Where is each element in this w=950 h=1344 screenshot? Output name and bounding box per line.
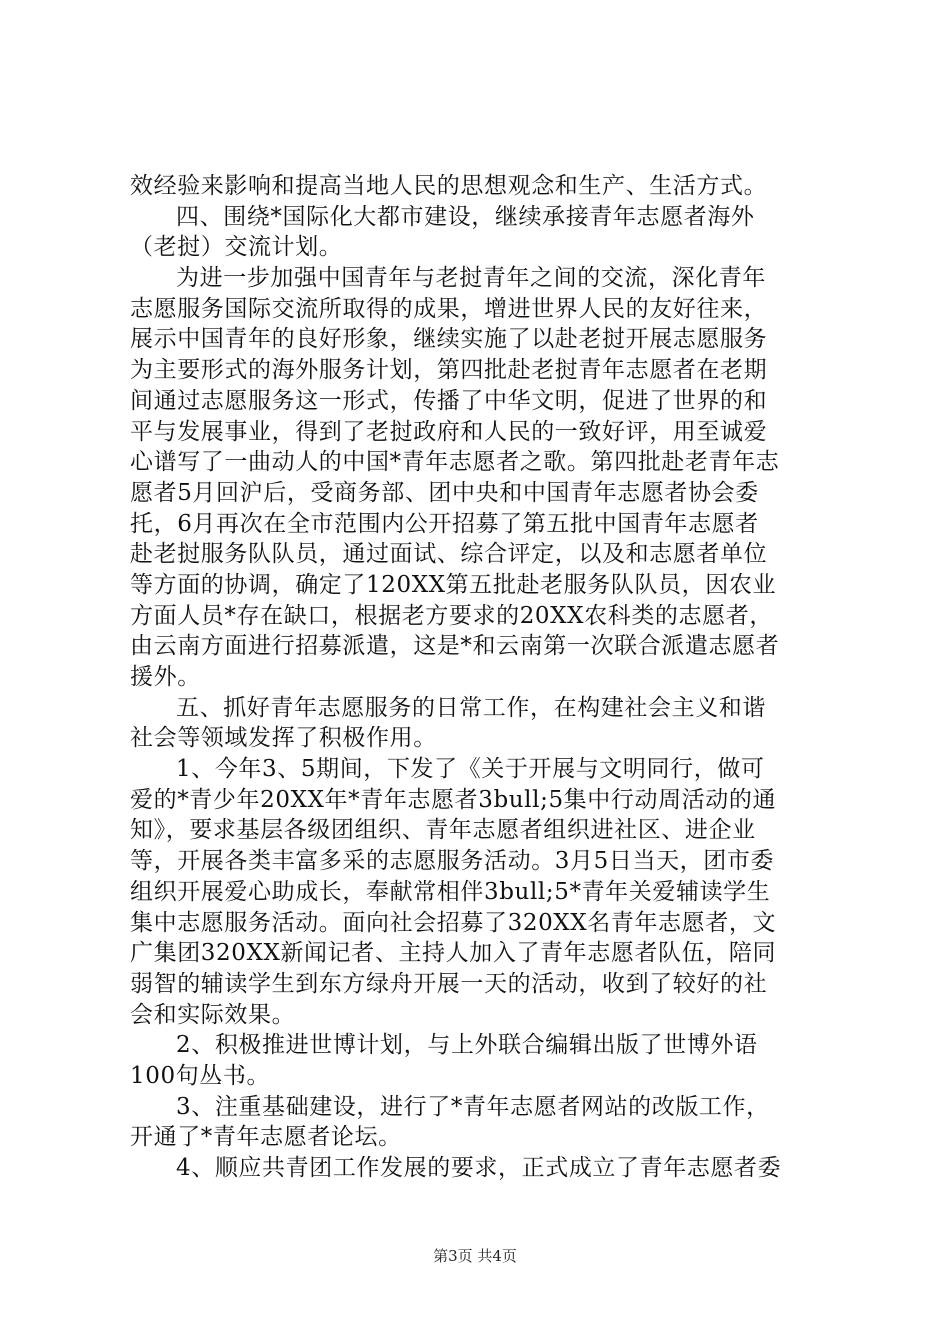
text-line: 为进一步加强中国青年与老挝青年之间的交流，深化青年 xyxy=(176,265,766,292)
text-line: 赴老挝服务队队员，通过面试、综合评定，以及和志愿者单位 xyxy=(130,541,768,568)
text-line: 四、围绕*国际化大都市建设，继续承接青年志愿者海外 xyxy=(176,203,755,230)
document-body xyxy=(130,171,836,1184)
text-line: 100句丛书。 xyxy=(130,1062,271,1089)
text-line: 社会等领域发挥了积极作用。 xyxy=(130,725,437,752)
text-line: 志愿服务国际交流所取得的成果，增进世界人民的友好往来， xyxy=(130,295,768,322)
text-line: 间通过志愿服务这一形式，传播了中华文明，促进了世界的和 xyxy=(130,387,768,414)
text-line: 托，6月再次在全市范围内公开招募了第五批中国青年志愿者 xyxy=(130,510,759,537)
text-line: 愿者5月回沪后，受商务部、团中央和中国青年志愿者协会委 xyxy=(130,479,759,506)
text-line: 4、顺应共青团工作发展的要求，正式成立了青年志愿者委 xyxy=(176,1155,782,1181)
text-line: 会和实际效果。 xyxy=(130,1001,296,1028)
text-line: 弱智的辅读学生到东方绿舟开展一天的活动，收到了较好的社 xyxy=(130,970,768,997)
text-line: 等方面的协调，确定了120XX第五批赴老服务队队员，因农业 xyxy=(130,571,777,598)
text-line: 为主要形式的海外服务计划，第四批赴老挝青年志愿者在老期 xyxy=(130,357,768,384)
text-line: 开通了*青年志愿者论坛。 xyxy=(130,1124,402,1151)
text-line: 等，开展各类丰富多采的志愿服务活动。3月5日当天，团市委 xyxy=(130,848,775,875)
text-line: 援外。 xyxy=(130,664,201,690)
text-line: 1、今年3、5期间，下发了《关于开展与文明同行，做可 xyxy=(176,756,765,783)
text-line: （老挝）交流计划。 xyxy=(130,234,343,261)
text-line: 由云南方面进行招募派遣，这是*和云南第一次联合派遣志愿者 xyxy=(130,633,780,660)
text-line: 知》，要求基层各级团组织、青年志愿者组织进社区、进企业 xyxy=(130,817,756,844)
text-line: 效经验来影响和提高当地人民的思想观念和生产、生活方式。 xyxy=(130,173,768,199)
text-line: 方面人员*存在缺口，根据老方要求的20XX农科类的志愿者， xyxy=(130,602,773,629)
text-line: 平与发展事业，得到了老挝政府和人民的一致好评，用至诚爱 xyxy=(130,418,768,445)
text-line: 2、积极推进世博计划，与上外联合编辑出版了世博外语 xyxy=(176,1032,758,1059)
text-line: 广集团320XX新闻记者、主持人加入了青年志愿者队伍，陪同 xyxy=(130,940,777,967)
text-line: 五、抓好青年志愿服务的日常工作，在构建社会主义和谐 xyxy=(176,694,766,721)
text-line: 心谱写了一曲动人的中国*青年志愿者之歌。第四批赴老青年志 xyxy=(130,449,780,476)
text-line: 展示中国青年的良好形象，继续实施了以赴老挝开展志愿服务 xyxy=(130,326,768,353)
text-line: 爱的*青少年20XX年*青年志愿者3bull;5集中行动周活动的通 xyxy=(130,786,777,813)
text-line: 集中志愿服务活动。面向社会招募了320XX名青年志愿者，文 xyxy=(130,909,777,936)
text-line: 组织开展爱心助成长，奉献常相伴3bull;5*青年关爱辅读学生 xyxy=(130,878,771,905)
page-footer: 第3页 共4页 xyxy=(433,1247,517,1265)
text-line: 3、注重基础建设，进行了*青年志愿者网站的改版工作， xyxy=(176,1093,770,1120)
